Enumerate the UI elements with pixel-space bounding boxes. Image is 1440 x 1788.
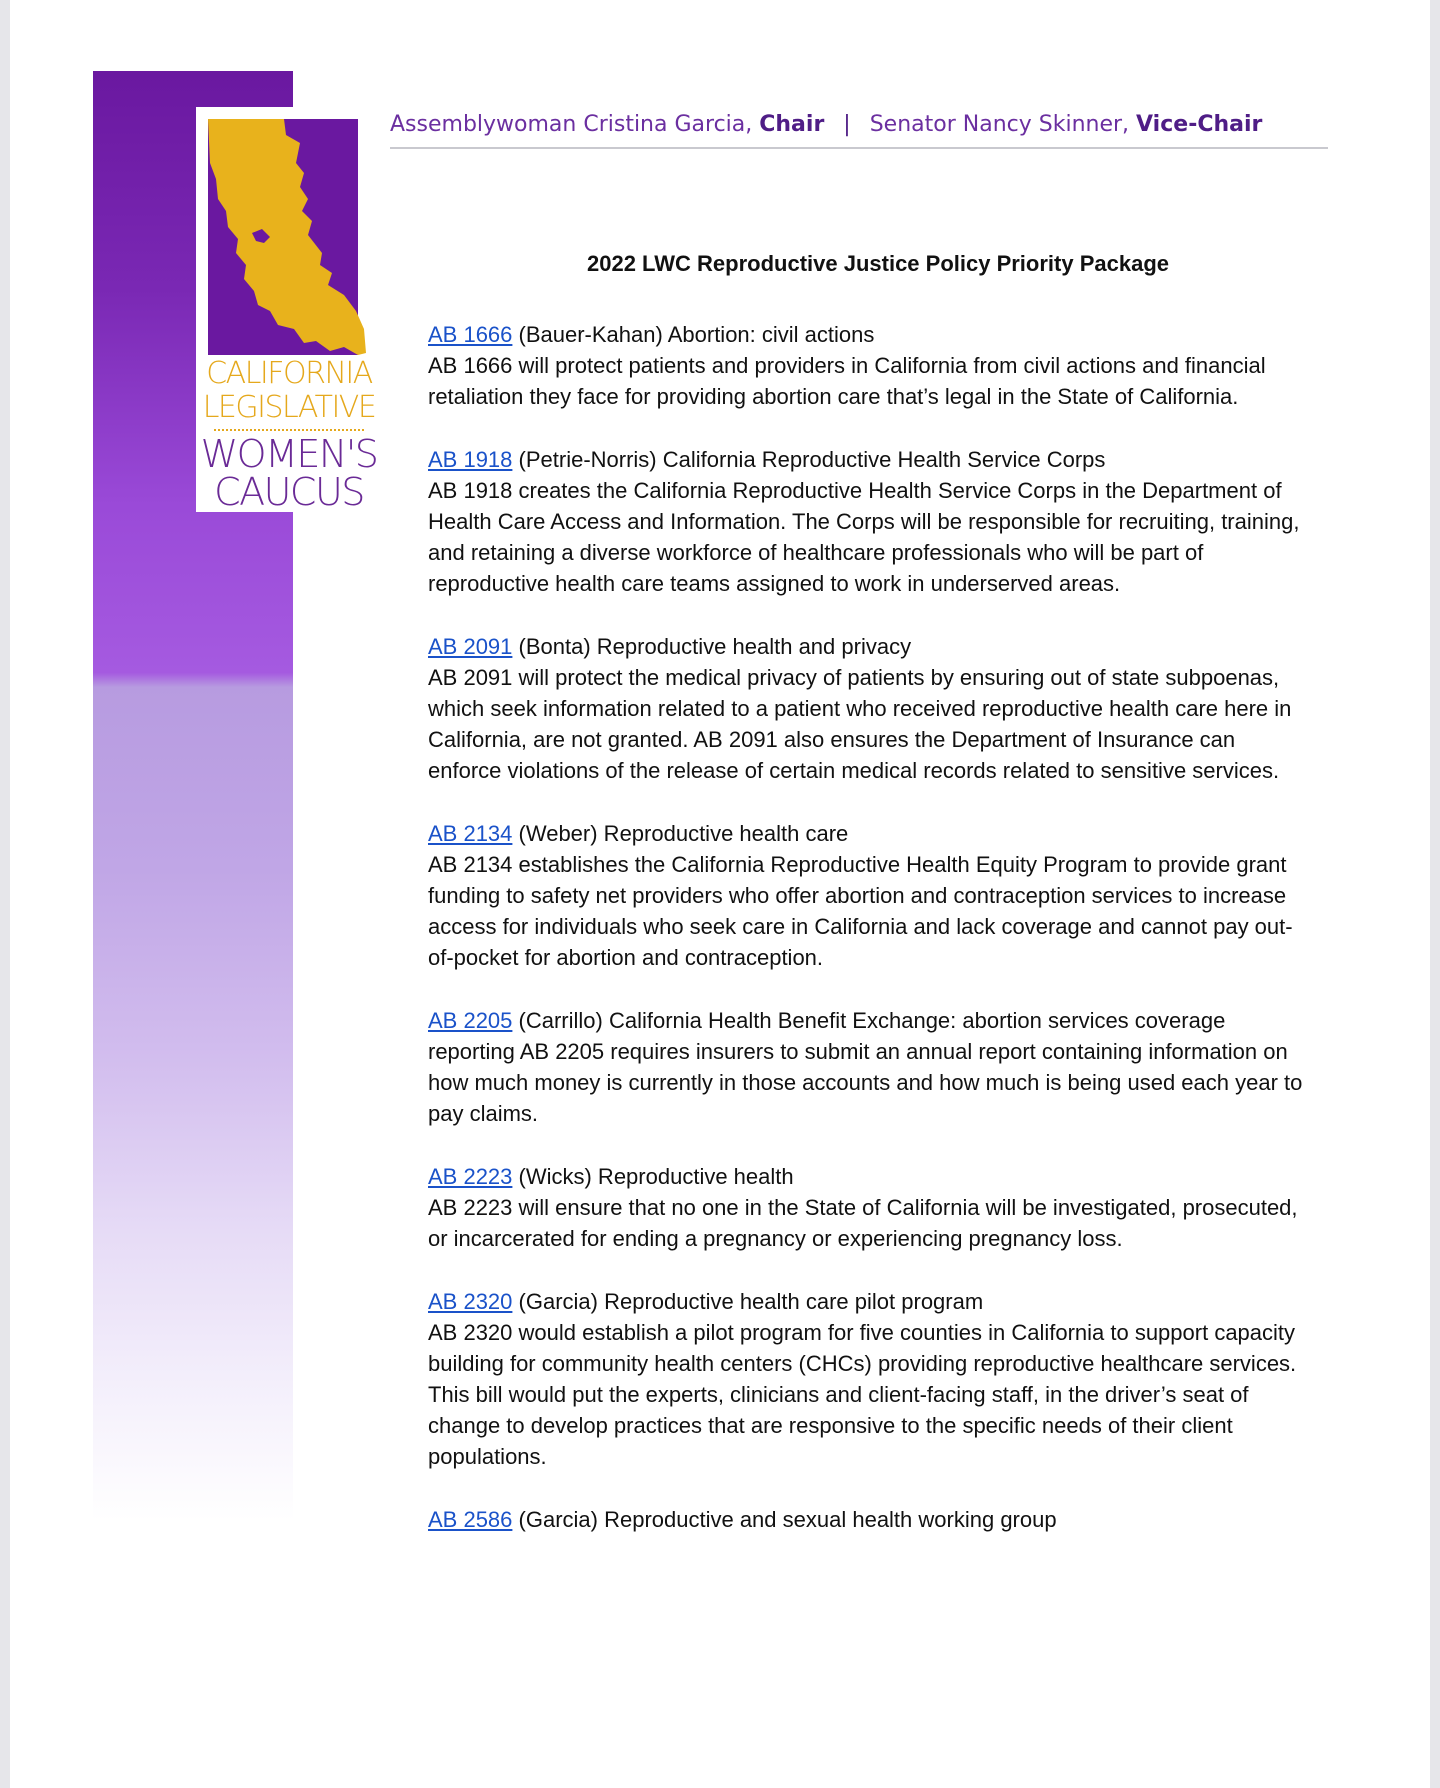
bill-heading <box>428 444 1308 475</box>
bill-link[interactable]: AB 2320 <box>428 1289 513 1314</box>
bill-entry <box>428 1005 1308 1129</box>
bill-heading <box>428 1286 1308 1317</box>
bill-description: AB 1918 creates the California Reproductive Health Service Corps in the Department of Health Care Access and Information. The Corps will be responsible for recruiting, training, and retaining a diverse workforce of healthcare professionals who will be part of reproductive health care teams assigned to work in underserved areas. <box>428 478 1300 596</box>
logo-line-legislative: LEGISLATIVE <box>202 390 376 425</box>
bill-link[interactable]: AB 1918 <box>428 447 513 472</box>
bill-entry <box>428 818 1308 973</box>
bill-entry <box>428 1161 1308 1254</box>
bill-link[interactable]: AB 2205 <box>428 1008 513 1033</box>
letterhead <box>390 112 1328 149</box>
bill-description: AB 2134 establishes the California Reproductive Health Equity Program to provide grant funding to safety net providers who offer abortion and contraception services to increase access for individuals who seek care in California and lack coverage and cannot pay out-of-pocket for abortion and contraception. <box>428 852 1293 970</box>
bill-title: (Garcia) Reproductive health care pilot program <box>512 1289 984 1314</box>
bill-description: AB 2091 will protect the medical privacy of patients by ensuring out of state subpoenas, which seek information related to a patient who received reproductive health care here in California, are not granted. AB 2091 also ensures the Department of Insurance can enforce violations of the release of certain medical records related to sensitive services. <box>428 665 1292 783</box>
california-map-icon <box>204 115 376 365</box>
bill-heading <box>428 1504 1308 1535</box>
bill-heading <box>428 1005 1308 1129</box>
chair-role: Chair <box>759 112 825 137</box>
bill-description: AB 2320 would establish a pilot program for five counties in California to support capacity building for community health centers (CHCs) providing reproductive healthcare services. This bill would put the experts, clinicians and client-facing staff, in the driver’s seat of change to develop practices that are responsive to the specific needs of their client populations. <box>428 1320 1297 1469</box>
vice-chair-role: Vice-Chair <box>1136 112 1263 137</box>
bill-entry <box>428 444 1308 599</box>
logo-line-california: CALIFORNIA <box>206 356 372 391</box>
document-body <box>428 248 1308 1567</box>
logo-line-womens: WOMEN'S <box>200 432 378 476</box>
bill-link[interactable]: AB 2134 <box>428 821 513 846</box>
bill-title: (Wicks) Reproductive health <box>512 1164 794 1189</box>
bill-link[interactable]: AB 2223 <box>428 1164 513 1189</box>
document-title: 2022 LWC Reproductive Justice Policy Priority Package <box>586 251 1169 276</box>
bill-heading <box>428 818 1308 849</box>
bill-description: AB 2223 will ensure that no one in the State of California will be investigated, prosecuted, or incarcerated for ending a pregnancy or experiencing pregnancy loss. <box>428 1195 1298 1251</box>
logo-line-caucus: CAUCUS <box>214 470 364 514</box>
caucus-logo <box>196 107 382 512</box>
logo-wordmark <box>196 356 382 514</box>
bill-title: (Petrie-Norris) California Reproductive Health Service Corps <box>512 447 1106 472</box>
bill-heading <box>428 319 1308 350</box>
bill-title: (Bauer-Kahan) Abortion: civil actions <box>512 322 875 347</box>
bill-title: (Carrillo) California Health Benefit Exchange: abortion services coverage reporting AB 2205 requires insurers to submit an annual report containing information on how much money is currently in those accounts and how much is being used each year to pay claims. <box>428 1008 1303 1126</box>
bill-title: (Bonta) Reproductive health and privacy <box>512 634 912 659</box>
chair-name: Assemblywoman Cristina Garcia, <box>390 112 753 137</box>
bill-link[interactable]: AB 2091 <box>428 634 513 659</box>
bill-title: (Garcia) Reproductive and sexual health working group <box>512 1507 1057 1532</box>
bill-entry <box>428 631 1308 786</box>
bill-entry <box>428 1504 1308 1535</box>
vice-chair-name: Senator Nancy Skinner, <box>869 112 1130 137</box>
bill-link[interactable]: AB 1666 <box>428 322 513 347</box>
bill-heading <box>428 1161 1308 1192</box>
bill-link[interactable]: AB 2586 <box>428 1507 513 1532</box>
bill-title: (Weber) Reproductive health care <box>512 821 849 846</box>
bill-entry <box>428 1286 1308 1472</box>
header-separator: | <box>843 112 851 137</box>
bill-description: AB 1666 will protect patients and providers in California from civil actions and financial retaliation they face for providing abortion care that’s legal in the State of California. <box>428 353 1266 409</box>
bill-heading <box>428 631 1308 662</box>
bill-entry <box>428 319 1308 412</box>
